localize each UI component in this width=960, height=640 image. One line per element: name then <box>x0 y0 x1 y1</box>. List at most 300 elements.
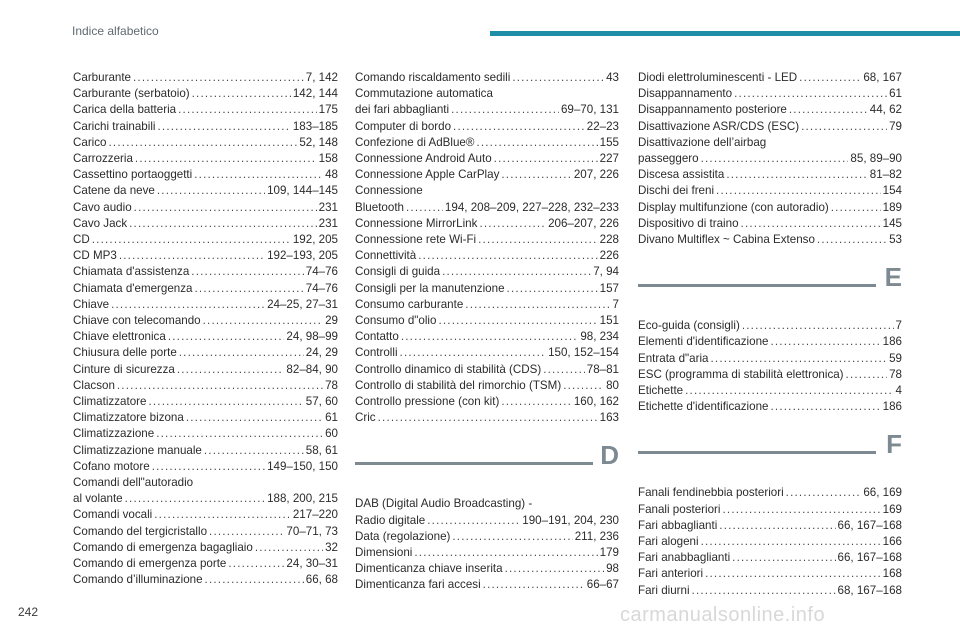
index-entry-pages: 192, 205 <box>292 233 338 247</box>
index-entry-row <box>355 410 619 426</box>
dot-leader <box>505 561 605 577</box>
index-entry <box>73 540 338 556</box>
index-entry-row <box>73 507 338 523</box>
index-entry <box>73 70 338 86</box>
index-entry <box>638 334 902 350</box>
index-entry <box>355 410 619 426</box>
index-entry-term: Radio digitale <box>355 513 426 527</box>
index-entry-pages: 43 <box>606 71 619 84</box>
index-entry <box>73 248 338 264</box>
index-column-1 <box>73 70 338 589</box>
index-entry-pages: 24, 30–31 <box>286 557 338 571</box>
index-entry-pages: 169 <box>882 502 902 516</box>
index-entry-row <box>638 485 902 501</box>
dot-leader <box>442 264 591 280</box>
index-entry <box>638 518 902 534</box>
index-entry <box>73 167 338 183</box>
index-entry-pages: 211, 236 <box>574 529 619 543</box>
index-entry-pages: 166 <box>882 535 902 549</box>
index-entry-row <box>638 318 902 334</box>
index-entry <box>638 119 902 135</box>
index-entry-pages: 66, 167–168 <box>837 518 902 532</box>
dot-leader <box>770 334 880 350</box>
index-entry-row <box>355 216 619 232</box>
dot-leader <box>770 399 880 415</box>
index-entry <box>73 200 338 216</box>
index-entry-pages: 186 <box>882 400 902 414</box>
index-entry <box>638 550 902 566</box>
index-entry-pages: 78–81 <box>586 362 619 376</box>
index-entry <box>73 297 338 313</box>
index-entry-pages: 186 <box>882 335 902 349</box>
index-entry-row <box>73 183 338 199</box>
dot-leader <box>109 135 298 151</box>
index-entry-pages: 68, 167 <box>863 71 902 84</box>
index-entry <box>638 200 902 216</box>
index-entry-pages: 226 <box>599 249 619 263</box>
index-entry <box>73 572 338 588</box>
index-entry-row <box>355 329 619 345</box>
index-entry-term: Chiave elettronica <box>73 330 166 344</box>
dot-leader <box>701 534 881 550</box>
index-entry <box>73 119 338 135</box>
index-entry <box>355 378 619 394</box>
index-entry <box>638 367 902 383</box>
index-entry-row <box>73 556 338 572</box>
index-entry-term: Connessione MirrorLink <box>355 216 478 230</box>
index-entry-term: Fanali fendinebbia posteriori <box>638 486 784 500</box>
dot-leader <box>501 167 571 183</box>
index-entry <box>73 475 338 507</box>
index-entry-row <box>73 264 338 280</box>
index-entry-row <box>355 167 619 183</box>
index-entry-pages: 7 <box>612 297 619 311</box>
index-entry-term: Divano Multiflex ~ Cabina Extenso <box>638 233 815 247</box>
index-entry-pages: 228 <box>599 233 619 247</box>
index-entry-row <box>638 334 902 350</box>
index-entry-row <box>73 216 338 232</box>
index-entry-pages: 151 <box>599 314 619 328</box>
dot-leader <box>831 200 881 216</box>
index-entry-term: Dimenticanza chiave inserita <box>355 562 503 576</box>
index-entry-term: Diodi elettroluminescenti - LED <box>638 71 798 84</box>
index-entry-pages: 52, 148 <box>299 135 338 149</box>
index-entry-pages: 74–76 <box>305 265 338 279</box>
index-entry-term: Display multifunzione (con autoradio) <box>638 200 829 214</box>
index-entry-row <box>638 70 902 86</box>
index-entry-term: Consumo carburante <box>355 297 464 311</box>
index-entry-pages: 158 <box>318 152 338 166</box>
index-entry-row <box>638 216 902 232</box>
index-entry-term: Confezione di AdBlue® <box>355 135 475 149</box>
index-entry <box>355 183 619 215</box>
index-entry-pages: 66, 68 <box>305 573 338 587</box>
dot-leader <box>543 362 585 378</box>
index-entry-row <box>73 119 338 135</box>
dot-leader <box>168 329 285 345</box>
index-entry <box>73 329 338 345</box>
index-entry <box>355 362 619 378</box>
section-header-d <box>355 438 619 496</box>
dot-leader <box>378 410 598 426</box>
index-entry <box>73 281 338 297</box>
index-entry-term: Carichi trainabili <box>73 119 156 133</box>
dot-leader <box>427 513 520 529</box>
index-entry-row <box>73 345 338 361</box>
dot-leader <box>801 119 887 135</box>
index-entry-row <box>638 183 902 199</box>
index-entry-row <box>73 281 338 297</box>
index-entry-pages: 163 <box>599 411 619 425</box>
index-entry <box>355 167 619 183</box>
dot-leader <box>228 556 284 572</box>
index-entry <box>638 135 902 167</box>
index-entry-term: Cofano motore <box>73 459 150 473</box>
index-entry-row <box>355 232 619 248</box>
index-entry-row <box>355 561 619 577</box>
index-entry-row <box>73 70 338 86</box>
dot-leader <box>204 443 304 459</box>
index-entry-term: Comandi vocali <box>73 508 153 522</box>
dot-leader <box>117 378 323 394</box>
index-entry-term: Fari anteriori <box>638 567 704 581</box>
index-entry-term: Carica della batteria <box>73 103 177 117</box>
section-letter: E <box>884 262 902 293</box>
index-entry-pages: 217–220 <box>292 508 338 522</box>
dot-leader <box>195 281 304 297</box>
index-entry-term: Fari anabbaglianti <box>638 551 731 565</box>
index-entry-row <box>638 351 902 367</box>
dot-leader <box>205 572 304 588</box>
index-entry-pages: 81–82 <box>869 168 902 182</box>
index-entry <box>73 362 338 378</box>
index-entry-row <box>73 86 338 102</box>
index-entry-row <box>355 200 619 216</box>
index-entry <box>73 426 338 442</box>
index-entry-heading: Comandi dell"autoradio <box>73 476 194 490</box>
index-entry-term: dei fari abbaglianti <box>355 103 450 117</box>
index-entry-row <box>638 502 902 518</box>
dot-leader <box>512 70 604 86</box>
dot-leader <box>563 378 604 394</box>
index-entry-term: Disappannamento posteriore <box>638 103 787 117</box>
index-entry <box>355 281 619 297</box>
dot-leader <box>186 410 323 426</box>
index-entry-row <box>355 297 619 313</box>
dot-leader <box>156 426 323 442</box>
index-entry-row <box>73 572 338 588</box>
dot-leader <box>507 281 598 297</box>
index-entry-row <box>355 345 619 361</box>
index-entry-row <box>73 329 338 345</box>
index-entry <box>355 248 619 264</box>
index-entry-pages: 154 <box>882 184 902 198</box>
index-entry-row <box>355 70 619 86</box>
index-entry-term: Contatto <box>355 330 399 344</box>
index-entry <box>73 394 338 410</box>
index-entry-pages: 29 <box>325 314 338 328</box>
index-entry-term: Connessione Apple CarPlay <box>355 168 500 182</box>
index-entry-term: Cassettino portaoggetti <box>73 168 193 182</box>
index-entry <box>638 216 902 232</box>
index-entry-pages: 24, 98–99 <box>286 330 338 344</box>
index-entry-row <box>73 102 338 118</box>
index-entry-row <box>73 459 338 475</box>
index-entry-row <box>355 135 619 151</box>
dot-leader <box>406 200 443 216</box>
dot-leader <box>817 232 887 248</box>
index-entry <box>73 151 338 167</box>
index-entry <box>73 216 338 232</box>
header-title: Indice alfabetico <box>72 24 159 38</box>
dot-leader <box>789 102 868 118</box>
index-entry-row <box>638 102 902 118</box>
dot-leader <box>453 119 585 135</box>
index-entry-pages: 32 <box>325 540 338 554</box>
index-entry <box>73 378 338 394</box>
dot-leader <box>400 345 547 361</box>
index-entry-row <box>73 394 338 410</box>
index-entry <box>73 135 338 151</box>
index-entry-row <box>355 281 619 297</box>
index-entry-row <box>73 491 338 507</box>
index-entry <box>638 485 902 501</box>
index-entry-term: Bluetooth <box>355 200 404 214</box>
index-entry-term: Fari diurni <box>638 583 690 597</box>
dot-leader <box>786 485 862 501</box>
index-entry-pages: 59 <box>889 351 902 365</box>
index-entry-term: Computer di bordo <box>355 119 452 133</box>
index-entry-row <box>355 577 619 593</box>
index-entry-pages: 66, 167–168 <box>837 551 902 565</box>
index-entry-pages: 7 <box>895 319 902 333</box>
index-entry <box>638 183 902 199</box>
index-column-3 <box>638 70 902 599</box>
index-entry-term: passeggero <box>638 152 699 166</box>
dot-leader <box>483 577 585 593</box>
index-entry-pages: 61 <box>325 411 338 425</box>
index-entry-term: Chiamata d'emergenza <box>73 281 193 295</box>
index-entry <box>73 183 338 199</box>
index-entry <box>73 410 338 426</box>
index-entry <box>73 313 338 329</box>
index-entry-pages: 98 <box>606 562 619 576</box>
index-entry-term: Etichette <box>638 384 684 398</box>
index-entry-term: Climatizzazione <box>73 427 155 441</box>
index-entry <box>355 545 619 561</box>
index-entry <box>73 459 338 475</box>
index-entry-row <box>355 545 619 561</box>
index-entry-pages: 44, 62 <box>869 103 902 117</box>
index-entry <box>355 313 619 329</box>
index-entry-term: Comando riscaldamento sedili <box>355 71 511 84</box>
index-entry-pages: 183–185 <box>292 119 338 133</box>
index-entry-row <box>638 583 902 599</box>
index-entry-pages: 53 <box>889 233 902 247</box>
index-entry-term: Elementi d'identificazione <box>638 335 769 349</box>
dot-leader <box>414 545 597 561</box>
index-entry-pages: 24–25, 27–31 <box>267 297 338 311</box>
index-entry-pages: 24, 29 <box>305 346 338 360</box>
index-entry-row <box>73 167 338 183</box>
index-entry-term: Fari alogeni <box>638 535 699 549</box>
index-entry-row <box>73 426 338 442</box>
index-entry <box>638 583 902 599</box>
index-entry-term: Eco-guida (consigli) <box>638 319 740 333</box>
index-entry <box>638 534 902 550</box>
index-entry-term: Carburante (serbatoio) <box>73 87 190 101</box>
index-entry-term: Chiave con telecomando <box>73 314 201 328</box>
index-entry <box>355 297 619 313</box>
index-entry <box>355 86 619 118</box>
index-entry <box>638 102 902 118</box>
index-entry-term: Climatizzatore bizona <box>73 411 184 425</box>
index-entry-term: Controllo pressione (con kit) <box>355 395 500 409</box>
index-entry-pages: 192–193, 205 <box>267 249 338 263</box>
index-entry-term: Comando del tergicristallo <box>73 524 208 538</box>
index-entry-pages: 7, 142 <box>305 71 338 84</box>
index-entry-pages: 179 <box>599 546 619 560</box>
dot-leader <box>134 200 317 216</box>
index-entry <box>638 318 902 334</box>
index-entry-pages: 22–23 <box>586 119 619 133</box>
index-entry-row <box>638 151 902 167</box>
index-entry-row <box>73 232 338 248</box>
dot-leader <box>148 394 303 410</box>
dot-leader <box>194 167 323 183</box>
index-entry-pages: 78 <box>889 367 902 381</box>
index-entry-row <box>355 248 619 264</box>
index-entry <box>355 529 619 545</box>
index-entry-pages: 57, 60 <box>305 395 338 409</box>
index-entry-row <box>638 232 902 248</box>
index-entry-pages: 145 <box>882 216 902 230</box>
index-entry-row <box>638 86 902 102</box>
index-entry-term: Discesa assistita <box>638 168 725 182</box>
index-entry-term: Chiave <box>73 297 110 311</box>
index-entry-pages: 7, 94 <box>593 265 619 279</box>
index-entry-term: Cric <box>355 411 376 425</box>
dot-leader <box>478 232 598 248</box>
dot-leader <box>799 70 861 86</box>
index-entry <box>73 86 338 102</box>
index-entry-term: Carburante <box>73 71 132 84</box>
index-entry <box>355 232 619 248</box>
index-entry-term: Cinture di sicurezza <box>73 362 175 376</box>
dot-leader <box>111 297 265 313</box>
index-entry-pages: 155 <box>599 135 619 149</box>
index-entry <box>355 119 619 135</box>
index-entry <box>73 507 338 523</box>
dot-leader <box>192 86 291 102</box>
index-entry-pages: 80 <box>606 378 619 392</box>
index-entry-row <box>73 540 338 556</box>
index-entry <box>355 70 619 86</box>
index-entry-row <box>73 378 338 394</box>
dot-leader <box>125 491 265 507</box>
index-entry-pages: 85, 89–90 <box>850 152 902 166</box>
index-entry-term: Climatizzazione manuale <box>73 443 202 457</box>
dot-leader <box>722 502 880 518</box>
index-entry-term: Carrozzeria <box>73 152 133 166</box>
index-entry-term: Cavo Jack <box>73 216 128 230</box>
index-entry-row <box>73 248 338 264</box>
index-entry-row <box>355 362 619 378</box>
index-entry-pages: 58, 61 <box>305 443 338 457</box>
index-entry-row <box>355 313 619 329</box>
index-entry-pages: 194, 208–209, 227–228, 232–233 <box>444 200 619 214</box>
dot-leader <box>726 167 867 183</box>
dot-leader <box>692 583 836 599</box>
index-entry <box>73 264 338 280</box>
dot-leader <box>203 313 323 329</box>
index-entry <box>638 86 902 102</box>
index-entry-pages: 66, 169 <box>863 486 902 500</box>
index-entry-term: Etichette d'identificazione <box>638 400 769 414</box>
section-letter: D <box>600 440 619 471</box>
index-entry-row <box>355 529 619 545</box>
index-entry-row <box>638 167 902 183</box>
index-entry-term: Connessione rete Wi-Fi <box>355 233 477 247</box>
index-entry-row <box>355 394 619 410</box>
index-entry-row <box>638 566 902 582</box>
index-entry-term: ESC (programma di stabilità elettronica) <box>638 367 844 381</box>
index-entry-term: Fari abbaglianti <box>638 518 718 532</box>
index-entry <box>638 232 902 248</box>
index-entry <box>73 232 338 248</box>
dot-leader <box>157 183 265 199</box>
index-entry-row <box>638 367 902 383</box>
index-entry-term: Comando di emergenza bagagliaio <box>73 540 253 554</box>
index-entry-term: Cavo audio <box>73 200 132 214</box>
index-entry <box>355 345 619 361</box>
index-entry-row <box>638 534 902 550</box>
watermark: carmanualsonline.info <box>620 604 826 626</box>
index-entry <box>638 383 902 399</box>
index-entry <box>355 135 619 151</box>
dot-leader <box>479 216 546 232</box>
index-entry-term: Chiamata d'assistenza <box>73 265 190 279</box>
index-entry-heading: DAB (Digital Audio Broadcasting) - <box>355 497 533 511</box>
index-entry-term: Fanali posteriori <box>638 502 721 516</box>
index-entry-pages: 48 <box>325 168 338 182</box>
index-entry-term: Carico <box>73 135 107 149</box>
section-header-f <box>638 427 902 485</box>
dot-leader <box>152 459 265 475</box>
index-entry-row <box>355 513 619 529</box>
index-entry-term: Connessione Android Auto <box>355 152 492 166</box>
index-entry-row <box>638 399 902 415</box>
dot-leader <box>119 248 265 264</box>
index-entry-pages: 109, 144–145 <box>267 184 338 198</box>
index-entry-row <box>355 119 619 135</box>
index-entry-term: al volante <box>73 492 123 506</box>
index-entry <box>73 102 338 118</box>
dot-leader <box>711 351 888 367</box>
page-number: 242 <box>18 605 39 619</box>
index-entry-term: Consigli di guida <box>355 265 441 279</box>
index-entry-pages: 61 <box>889 87 902 101</box>
section-divider <box>638 451 876 454</box>
index-entry-term: CD MP3 <box>73 249 117 263</box>
index-entry-term: Comando di emergenza porte <box>73 557 227 571</box>
dot-leader <box>209 524 284 540</box>
index-entry-term: CD <box>73 233 90 247</box>
dot-leader <box>129 216 317 232</box>
index-entry <box>73 443 338 459</box>
dot-leader <box>716 183 881 199</box>
index-entry-pages: 98, 234 <box>580 330 619 344</box>
